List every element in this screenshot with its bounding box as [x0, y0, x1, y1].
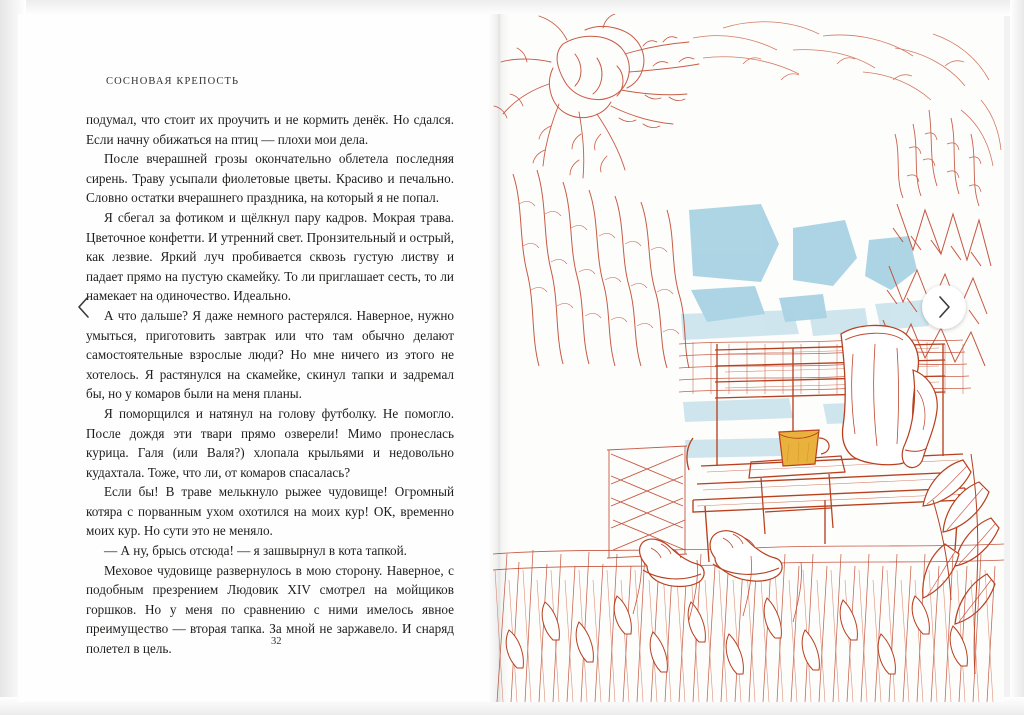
page-left: [18, 14, 493, 702]
page-number: 32: [271, 636, 282, 647]
previous-page-button[interactable]: [62, 285, 106, 329]
paragraph: А что дальше? Я даже немного растерялся. Наверное, нужно умыться, приготовить завтрак или что там обычно делают самостоятельные взрослые люди? Но мне ничего из этого не хотелось. Я растянулся на скамейке, скинул тапки и задремал бы, но у комаров были на меня планы.: [86, 307, 454, 402]
illustration-garden-bench-sketch: [493, 14, 1004, 702]
running-head: СОСНОВАЯ КРЕПОСТЬ: [106, 76, 240, 87]
paragraph: Меховое чудовище развернулось в мою сторону. Наверное, с подобным презрением Людовик XIV смотрел на мойщиков горшков. Но у меня по сравнению с ними имелось явное преимущество — вторая тапка. За мной не заржавело. И снаряд полетел в цель.: [86, 562, 454, 657]
paragraph: Я сбегал за фотиком и щёлкнул пару кадров. Мокрая трава. Цветочное конфетти. И утренний свет. Пронзительный и острый, как лезвие. Яркий луч пробивается сквозь густую листву и падает прямо на пустую скамейку. То ли приглашает сесть, то ли намекает на одиночество. Идеально.: [86, 209, 454, 304]
chevron-left-icon: [76, 295, 92, 319]
paragraph: Я поморщился и натянул на голову футболку. Не помогло. После дождя эти твари прямо озверели! Мимо пронеслась курица. Галя (или Валя?) хлопала крыльями и недовольно кудахтала. Тоже, что ли, от комаров спасалась?: [86, 405, 454, 480]
book-spread: [18, 14, 1004, 702]
chevron-right-icon: [936, 295, 952, 319]
next-page-button[interactable]: [922, 285, 966, 329]
paragraph: После вчерашней грозы окончательно облетела последняя сирень. Траву усыпали фиолетовые цветы. Красиво и печально. Словно остатки вчерашнего праздника, на который я не попал.: [86, 151, 454, 206]
page-right: [493, 14, 1004, 702]
paragraph: Если бы! В траве мелькнуло рыжее чудовище! Огромный котяра с порванным ухом охотился на моих кур! ОК, временно моих кур. Но сути это не меняло.: [86, 484, 454, 539]
page-body-text: [86, 110, 454, 659]
paragraph: подумал, что стоит их проучить и не кормить денёк. Но сдался. Если начну обижаться на птиц — плохи мои дела.: [86, 112, 454, 147]
paragraph: — А ну, брысь отсюда! — я зашвырнул в кота тапкой.: [104, 543, 407, 559]
page-edge-right: [1010, 0, 1024, 715]
